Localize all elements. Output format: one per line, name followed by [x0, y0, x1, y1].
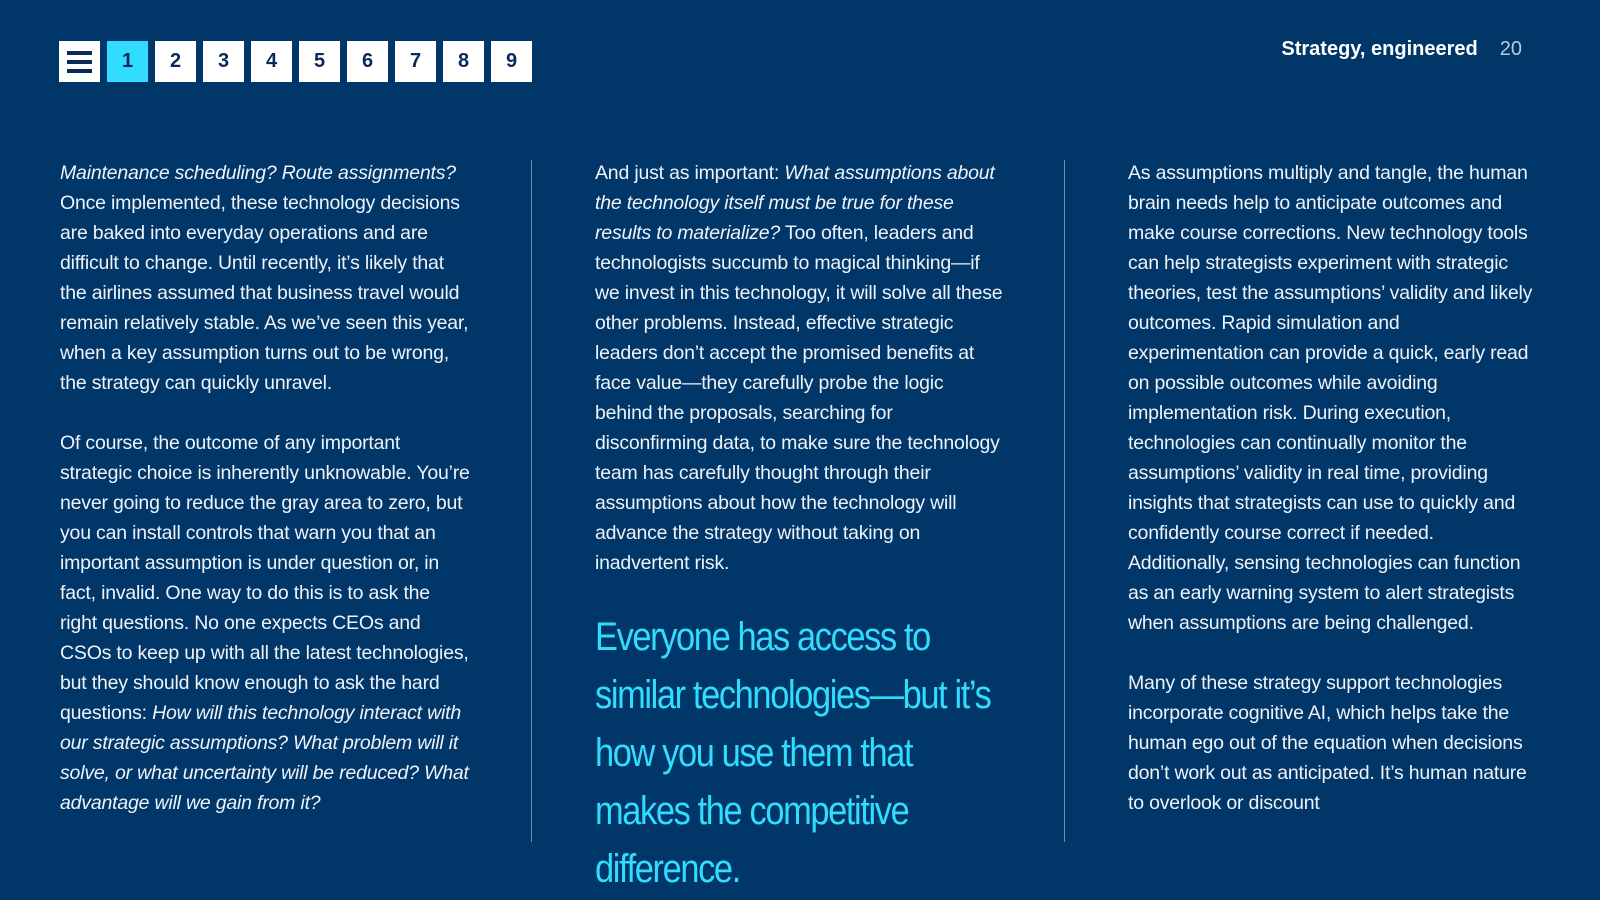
hamburger-menu-icon: [67, 51, 92, 73]
column-divider: [1064, 160, 1065, 842]
page-number: 20: [1499, 38, 1522, 60]
page-header: [1281, 38, 1522, 61]
text-column-2: [595, 158, 1005, 898]
page-9-button[interactable]: 9: [491, 41, 532, 82]
italic-question: What assumptions about the technology itself must be true for these results to materialize?: [595, 162, 995, 244]
page-7-button[interactable]: 7: [395, 41, 436, 82]
page-4-button[interactable]: 4: [251, 41, 292, 82]
pull-quote: Everyone has access to similar technologies—but it’s how you use them that makes the competitive difference.: [595, 615, 991, 891]
paragraph: As assumptions multiply and tangle, the human brain needs help to anticipate outcomes and make course corrections. New technology tools can help strategists experiment with strategic theories, test the assumptions’ validity and likely outcomes. Rapid simulation and experimentation can provide a quick, early read on possible outcomes while avoiding implementation risk. During execution, technologies can continually monitor the assumptions’ validity in real time, providing insights that strategists can use to quickly and confidently course correct if needed. Additionally, sensing technologies can function as an early warning system to alert strategists when assumptions are being challenged.: [1128, 162, 1533, 634]
page-3-button[interactable]: 3: [203, 41, 244, 82]
paragraph: [60, 158, 470, 398]
text-column-1: [60, 158, 470, 848]
italic-question: How will this technology interact with our strategic assumptions? What problem will it solve, or what uncertainty will be reduced? What advantage will we gain from it?: [60, 702, 469, 814]
body-text: And just as important:: [595, 162, 785, 184]
page-8-button[interactable]: 8: [443, 41, 484, 82]
body-text: Of course, the outcome of any important strategic choice is inherently unknowable. You’re never going to reduce the gray area to zero, but you can install controls that warn you that an important assumption is under question or, in fact, invalid. One way to do this is to ask the right questions. No one expects CEOs and CSOs to keep up with all the latest technologies, but they should know enough to ask the hard questions:: [60, 432, 470, 724]
page-2-button[interactable]: 2: [155, 41, 196, 82]
column-divider: [531, 160, 532, 842]
body-text: Too often, leaders and technologists succumb to magical thinking—if we invest in this technology, it will solve all these other problems. Instead, effective strategic leaders don’t accept the promised benefits at face value—they carefully probe the logic behind the proposals, searching for disconfirming data, to make sure the technology team has carefully thought through their assumptions about how the technology will advance the strategy without taking on inadvertent risk.: [595, 222, 1003, 574]
page-5-button[interactable]: 5: [299, 41, 340, 82]
menu-button[interactable]: [59, 41, 100, 82]
document-title: Strategy, engineered: [1281, 38, 1478, 60]
paragraph: [60, 428, 470, 818]
text-column-3: [1128, 158, 1533, 848]
body-text: Once implemented, these technology decisions are baked into everyday operations and are difficult to change. Until recently, it’s likely that the airlines assumed that business travel would remain relatively stable. As we’ve seen this year, when a key assumption turns out to be wrong, the strategy can quickly unravel.: [60, 192, 469, 394]
italic-question: Maintenance scheduling? Route assignments?: [60, 162, 456, 184]
page-6-button[interactable]: 6: [347, 41, 388, 82]
paragraph: Many of these strategy support technologies incorporate cognitive AI, which helps take the human ego out of the equation when decisions don’t work out as anticipated. It’s human nature to overlook or discount: [1128, 672, 1527, 814]
paragraph: [595, 158, 1005, 578]
page-navigation: [59, 41, 532, 82]
page-1-button[interactable]: 1: [107, 41, 148, 82]
